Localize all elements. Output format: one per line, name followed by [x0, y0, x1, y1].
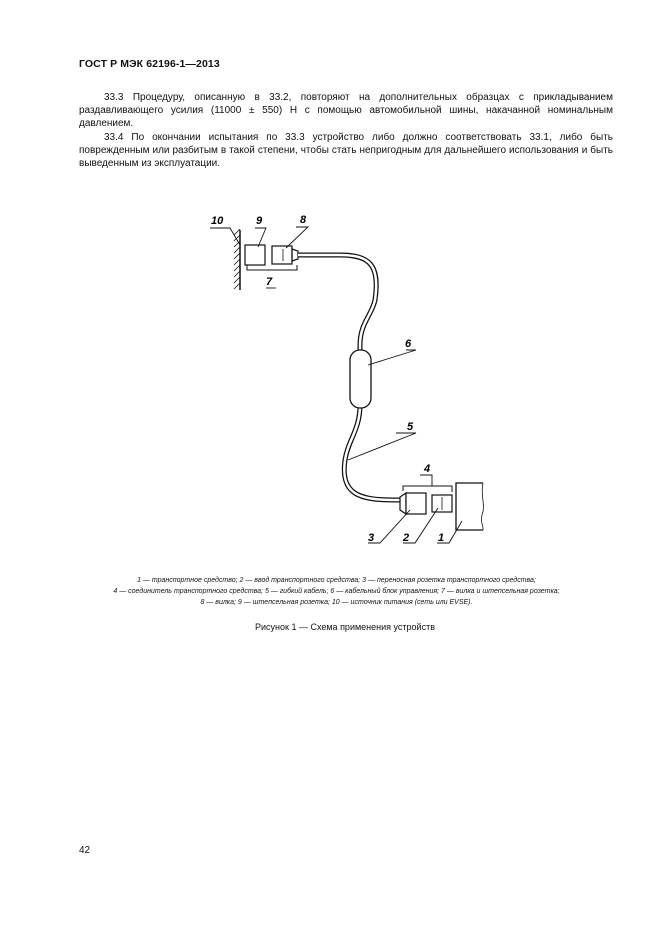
- bracket-7: [247, 265, 297, 270]
- paragraph-33-4: [79, 131, 613, 170]
- paragraph-33-3-text: 33.3 Процедуру, описанную в 33.2, повторяют на дополнительных образцах с прикладыванием раздавливающего усилия (11000 ± 550) Н с помощью автомобильной шины, накачанной номинальным давлением.: [79, 92, 613, 129]
- legend-line-3: 8 — вилка; 9 — штепсельная розетка; 10 — источник питания (сеть или EVSE).: [200, 599, 473, 606]
- wall-hatching: [234, 229, 240, 289]
- legend-line-2: 4 — соединитель транспортного средства; 5 — гибкий кабель; 6 — кабельный блок управления; 7 — вилка и штепсельная розетка;: [113, 588, 560, 595]
- label-1: 1: [438, 532, 445, 544]
- label-3: 3: [368, 532, 375, 544]
- label-8: 8: [300, 214, 307, 226]
- label-5: 5: [407, 421, 414, 433]
- legend-line-1: 1 — транспортное средство; 2 — ввод транспортного средства; 3 — переносная розетка транспортного средства;: [137, 577, 536, 584]
- device-schematic: [200, 205, 500, 550]
- vehicle-outline: [456, 483, 483, 530]
- plug-strain-relief: [292, 249, 298, 261]
- label-9: 9: [256, 215, 263, 227]
- paragraph-33-4-text: 33.4 По окончании испытания по 33.3 устройство либо должно соответствовать 33.1, либо быть поврежденным или разбитым в такой степени, чтобы стать непригодным для дальнейшего использования и быть выведенным из эксплуатации.: [79, 132, 613, 169]
- control-box: [350, 350, 371, 408]
- label-4: 4: [424, 463, 431, 475]
- figure-caption: Рисунок 1 — Схема применения устройств: [255, 622, 435, 632]
- connector-strain-relief: [400, 493, 406, 514]
- label-10: 10: [211, 215, 224, 227]
- plug: [272, 246, 292, 264]
- bracket-4: [403, 486, 452, 492]
- label-7: 7: [266, 276, 273, 288]
- label-6: 6: [405, 338, 412, 350]
- document-header: ГОСТ Р МЭК 62196-1—2013: [79, 58, 220, 70]
- label-2: 2: [403, 532, 410, 544]
- paragraph-33-3: [79, 91, 613, 130]
- page-number: 42: [79, 845, 91, 856]
- figure-diagram: [200, 205, 500, 550]
- socket-outlet: [245, 245, 265, 265]
